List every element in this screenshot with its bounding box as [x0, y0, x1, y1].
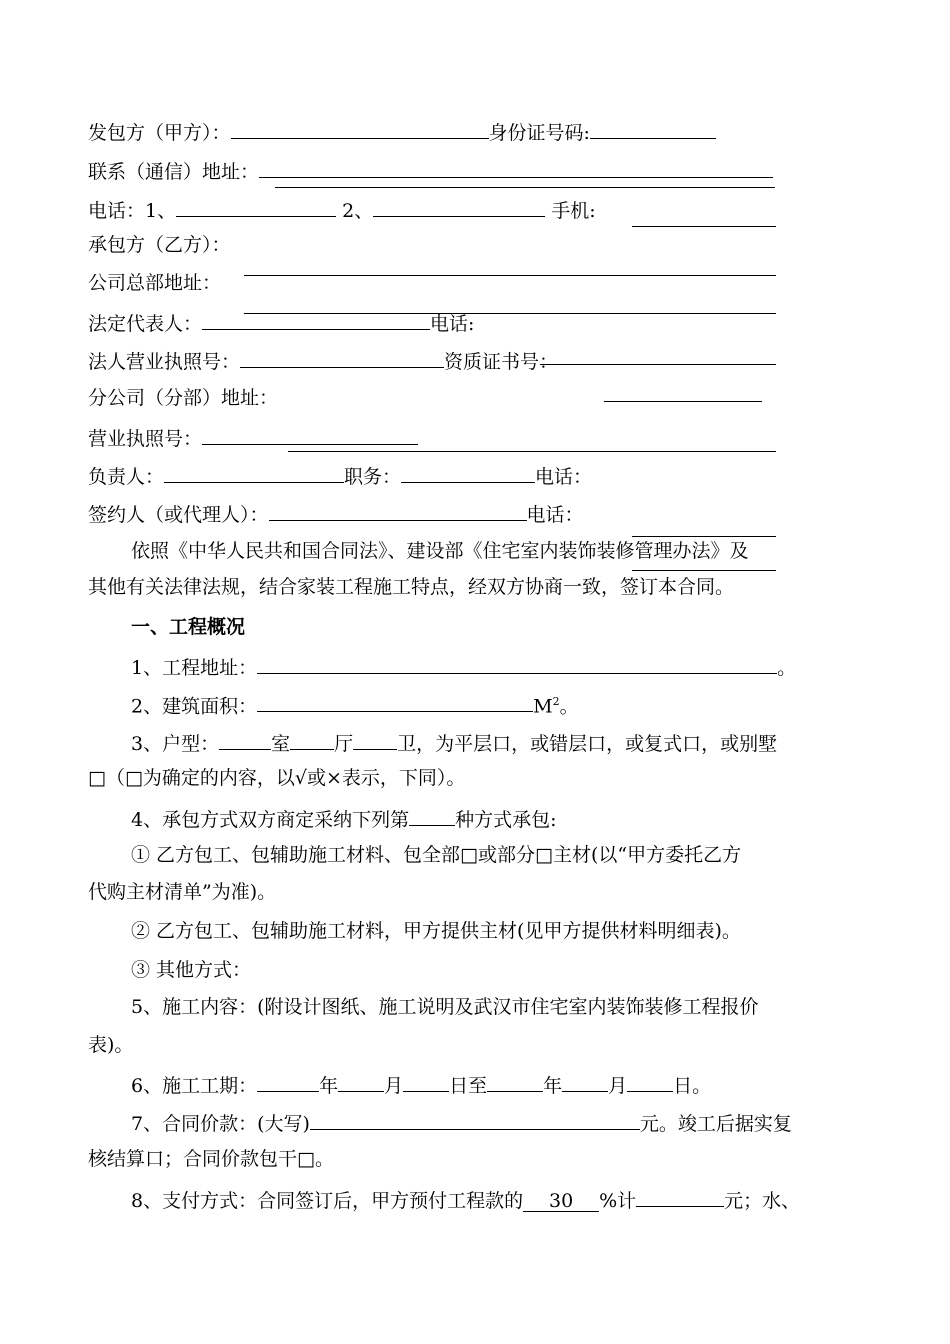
- phone-2-label: 2、: [342, 200, 374, 222]
- end-year-field[interactable]: [487, 1071, 543, 1092]
- start-day-field[interactable]: [403, 1071, 449, 1092]
- start-day-label: 日至: [449, 1075, 488, 1097]
- area-unit: M: [533, 695, 553, 718]
- party-a-field[interactable]: [231, 118, 489, 139]
- business-license-label: 营业执照号：: [88, 428, 203, 450]
- project-address-field[interactable]: [257, 653, 777, 674]
- start-month-label: 月: [384, 1075, 404, 1097]
- start-month-field[interactable]: [338, 1071, 384, 1092]
- item-7-label: 7、合同价款：(大写): [131, 1113, 310, 1135]
- contract-mode-field[interactable]: [409, 805, 455, 826]
- building-area-field[interactable]: [257, 691, 533, 712]
- signer-field[interactable]: [269, 500, 527, 521]
- item-3-line: [131, 729, 777, 756]
- item-4-label: 4、承包方式双方商定采纳下列第: [131, 809, 410, 831]
- contact-address-field[interactable]: [259, 157, 773, 178]
- mobile-field[interactable]: [632, 226, 776, 227]
- person-in-charge-field[interactable]: [164, 462, 344, 483]
- phone-2-field[interactable]: [373, 196, 545, 217]
- branch-address-line: [88, 386, 278, 410]
- license-line: [88, 347, 558, 374]
- legal-rep-field[interactable]: [202, 309, 430, 330]
- intro-line-2: 其他有关法律法规，结合家装工程施工特点，经双方协商一致，签订本合同。: [88, 576, 735, 598]
- contact-address-line: [88, 157, 773, 184]
- signer-phone-label: 电话：: [526, 504, 584, 526]
- party-b-line: [88, 233, 231, 257]
- id-number-label: 身份证号码:: [488, 122, 590, 144]
- signer-label: 签约人（或代理人）：: [88, 504, 269, 526]
- item-1-end: 。: [777, 657, 797, 679]
- rooms-label: 室: [271, 733, 291, 755]
- item-8-line: [131, 1186, 800, 1213]
- rooms-field[interactable]: [219, 729, 271, 750]
- legal-rep-label: 法定代表人：: [88, 313, 203, 335]
- baths-field[interactable]: [353, 729, 397, 750]
- item-5-cont: 表)。: [88, 1034, 134, 1056]
- option-2: ② 乙方包工、包辅助施工材料，甲方提供主材(见甲方提供材料明细表)。: [131, 920, 741, 942]
- phone-1-field[interactable]: [176, 196, 336, 217]
- qualification-label: 资质证书号：: [444, 351, 559, 373]
- item-1-line: [131, 653, 796, 680]
- qualification-field[interactable]: [540, 364, 776, 365]
- item-7-suffix: 元。竣工后据实复: [639, 1113, 792, 1135]
- item-4-suffix: 种方式承包:: [455, 809, 557, 831]
- mobile-label: 手机:: [551, 200, 596, 222]
- section-1-heading: 一、工程概况: [131, 616, 246, 638]
- item-7-cont: 核结算口；合同价款包干□。: [88, 1148, 334, 1170]
- halls-label: 厅: [334, 733, 354, 755]
- intro-line-1: 依照《中华人民共和国合同法》、建设部《住宅室内装饰装修管理办法》及: [131, 540, 749, 562]
- item-2-line: [131, 690, 579, 718]
- item-6-label: 6、施工工期：: [131, 1075, 258, 1097]
- branch-address-field[interactable]: [604, 401, 762, 402]
- license-field[interactable]: [240, 347, 444, 368]
- item-3-label: 3、户型：: [131, 733, 220, 755]
- hq-address-field[interactable]: [244, 275, 776, 276]
- hq-address-label: 公司总部地址：: [88, 272, 222, 294]
- business-license-line: [88, 424, 418, 451]
- item-7-line: [131, 1109, 792, 1136]
- baths-label: 卫，为平层口，或错层口，或复式口，或别墅: [397, 733, 778, 755]
- pic-phone-label: 电话：: [535, 466, 593, 488]
- prepay-amount-field[interactable]: [636, 1186, 724, 1207]
- end-month-field[interactable]: [562, 1071, 608, 1092]
- start-year-field[interactable]: [257, 1071, 319, 1092]
- item-1-label: 1、工程地址：: [131, 657, 258, 679]
- prepay-percent-field[interactable]: 30: [523, 1191, 599, 1212]
- hq-address-line: [88, 271, 221, 295]
- branch-address-label: 分公司（分部）地址：: [88, 387, 279, 409]
- id-number-field[interactable]: [590, 118, 716, 139]
- item-8-label: 8、支付方式：合同签订后，甲方预付工程款的: [131, 1190, 524, 1212]
- party-b-label: 承包方（乙方）：: [88, 234, 231, 256]
- license-label: 法人营业执照号：: [88, 351, 241, 373]
- option-3: ③ 其他方式：: [131, 959, 252, 981]
- party-a-label: 发包方（甲方）：: [88, 122, 231, 144]
- business-license-extra-line: [288, 451, 776, 452]
- phone-line: [88, 196, 596, 223]
- signer-phone-field[interactable]: [632, 536, 776, 537]
- item-2-label: 2、建筑面积：: [131, 695, 258, 718]
- end-day-field[interactable]: [627, 1071, 673, 1092]
- person-in-charge-label: 负责人：: [88, 466, 165, 488]
- item-6-line: [131, 1071, 711, 1098]
- signer-line: [88, 500, 584, 527]
- item-3-cont: □（□为确定的内容，以√或×表示，下同）。: [88, 767, 466, 789]
- position-field[interactable]: [401, 462, 535, 483]
- legal-rep-phone-label: 电话:: [430, 313, 475, 335]
- halls-field[interactable]: [290, 729, 334, 750]
- contact-address-extra-line: [275, 187, 775, 188]
- item-2-end: 。: [559, 695, 579, 718]
- person-in-charge-line: [88, 462, 592, 489]
- signer-phone-extra-line: [632, 570, 776, 571]
- option-1: ① 乙方包工、包辅助施工材料、包全部□或部分□主材(以“甲方委托乙方: [131, 844, 742, 866]
- contract-price-field[interactable]: [310, 1109, 640, 1130]
- item-8-percent: %计: [599, 1190, 637, 1212]
- item-4-line: [131, 805, 557, 832]
- legal-rep-line: [88, 309, 474, 336]
- end-month-label: 月: [608, 1075, 628, 1097]
- contact-address-label: 联系（通信）地址：: [88, 161, 260, 183]
- item-8-suffix: 元；水、: [724, 1190, 801, 1212]
- phone-label: 电话：1、: [88, 200, 177, 222]
- start-year-label: 年: [319, 1075, 339, 1097]
- option-1-cont: 代购主材清单”为准)。: [88, 881, 277, 903]
- item-5-line: 5、施工内容：(附设计图纸、施工说明及武汉市住宅室内装饰装修工程报价: [131, 996, 759, 1018]
- party-a-line: [88, 118, 716, 145]
- end-year-label: 年: [543, 1075, 563, 1097]
- end-day-label: 日。: [673, 1075, 712, 1097]
- area-unit-sup: 2: [552, 695, 560, 708]
- position-label: 职务：: [344, 466, 402, 488]
- business-license-field[interactable]: [202, 424, 418, 445]
